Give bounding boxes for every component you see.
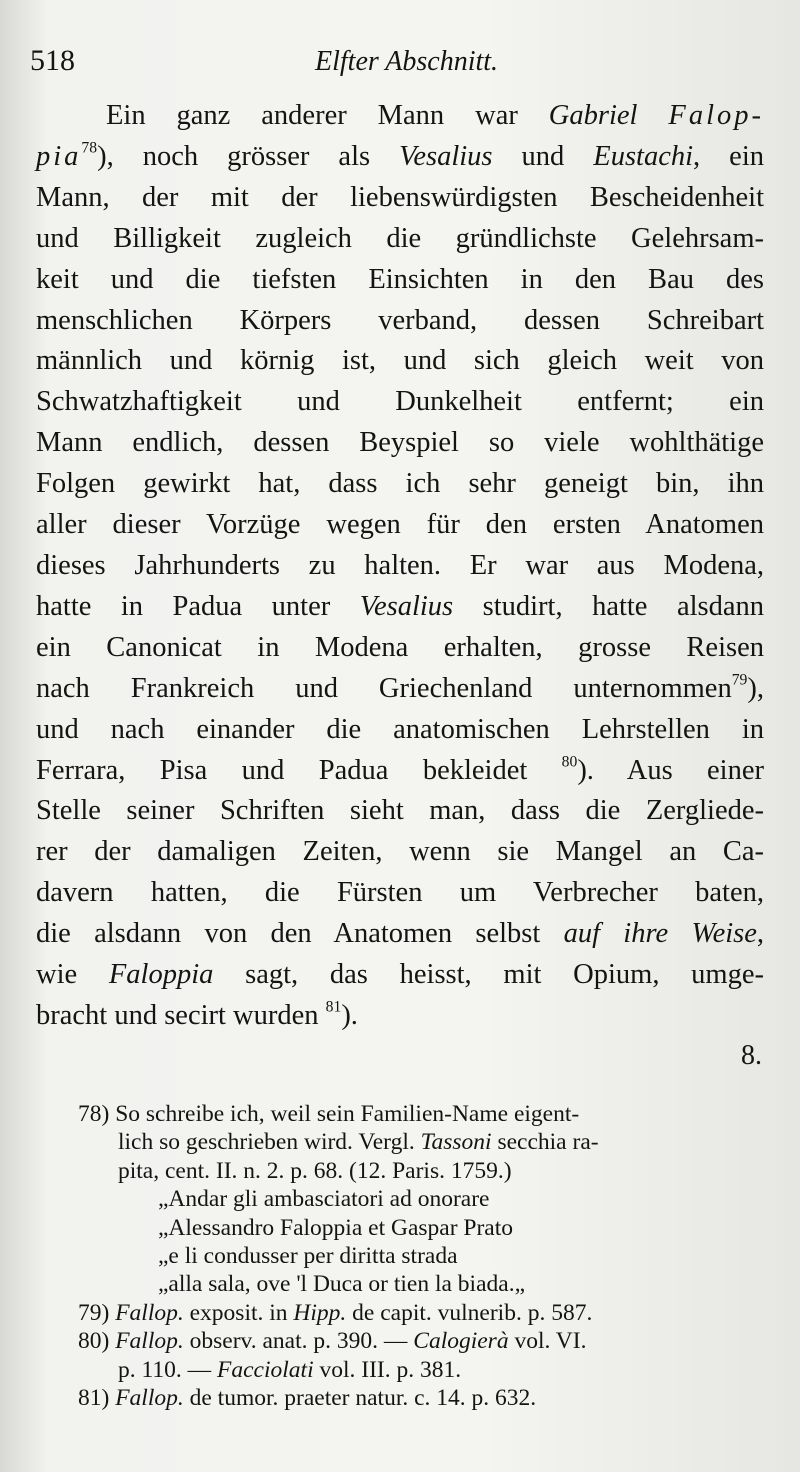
footnote-line bbox=[78, 1356, 766, 1384]
text-line: rer der damaligen Zeiten, wenn sie Mangel an Ca- bbox=[36, 836, 764, 868]
verse-line: „alla sala, ove 'l Duca or tien la biada.„ bbox=[158, 1271, 526, 1298]
text-line: und Billigkeit zugleich die gründlichste Gelehrsam- bbox=[36, 222, 764, 254]
text-line bbox=[36, 955, 764, 996]
author-name: Hipp. bbox=[293, 1299, 347, 1326]
footnote-number: 81) bbox=[78, 1385, 116, 1412]
catchword: 8. bbox=[741, 1040, 762, 1071]
text-line: keit und die tiefsten Einsichten in den Bau des bbox=[36, 263, 764, 295]
author-name: Tassoni bbox=[420, 1129, 492, 1156]
text-run: Ein ganz anderer Mann war bbox=[106, 100, 549, 131]
author-name: Fallop. bbox=[115, 1299, 184, 1326]
text-run: ), bbox=[747, 672, 764, 704]
footnote-line bbox=[78, 1128, 766, 1156]
person-name: Falop- bbox=[668, 100, 764, 131]
text-line: Mann endlich, dessen Beyspiel so viele wohlthätige bbox=[36, 427, 764, 459]
footnote-number: 79) bbox=[78, 1299, 116, 1326]
text-line: Stelle seiner Schriften sieht man, dass die Zergliede- bbox=[36, 795, 764, 827]
person-name: pia bbox=[36, 140, 82, 172]
author-name: Calogierà bbox=[413, 1328, 509, 1355]
text-run: secchia ra- bbox=[491, 1129, 599, 1156]
text-line: dieses Jahrhunderts zu halten. Er war aus Modena, bbox=[36, 549, 764, 581]
footnote-ref[interactable]: 78 bbox=[81, 139, 98, 157]
emphasis: auf ihre Weise bbox=[563, 918, 757, 950]
text-run: und bbox=[492, 140, 594, 172]
text-line: aller dieser Vorzüge wegen für den ersten Anatomen bbox=[36, 509, 764, 541]
verse-line: „Andar gli ambasciatori ad onorare bbox=[158, 1186, 490, 1213]
verse-line: „Alessandro Faloppia et Gaspar Prato bbox=[158, 1214, 514, 1241]
text-run: de capit. vulnerib. p. 587. bbox=[346, 1299, 593, 1326]
footnote-number: 80) bbox=[78, 1328, 116, 1355]
person-name: Gabriel bbox=[548, 100, 669, 131]
author-name: Fallop. bbox=[115, 1328, 184, 1355]
text-run: de tumor. praeter natur. c. 14. p. 632. bbox=[183, 1385, 537, 1412]
page-number: 518 bbox=[30, 44, 75, 77]
text-line bbox=[36, 669, 764, 710]
author-name: Fallop. bbox=[115, 1385, 184, 1412]
person-name: Vesalius bbox=[399, 140, 493, 172]
text-run: hatte in Padua unter bbox=[36, 590, 360, 622]
author-name: Facciolati bbox=[217, 1356, 314, 1383]
person-name: Faloppia bbox=[108, 959, 214, 991]
person-name: Eustachi bbox=[593, 140, 694, 172]
text-line bbox=[36, 137, 764, 178]
text-run: Ferrara, Pisa und Padua bekleidet bbox=[36, 754, 562, 786]
text-line: ein Canonicat in Modena erhalten, grosse Reisen bbox=[36, 631, 764, 663]
footnote-ref[interactable]: 79 bbox=[731, 671, 748, 689]
text-run: die alsdann von den Anatomen selbst bbox=[36, 918, 564, 950]
text-run: lich so geschrieben wird. Vergl. bbox=[118, 1129, 421, 1156]
footnote-80 bbox=[78, 1327, 766, 1355]
section-title: Elfter Abschnitt. bbox=[315, 46, 499, 77]
footnote-ref[interactable]: 80 bbox=[561, 752, 578, 770]
text-line bbox=[36, 996, 764, 1037]
footnote-78: 78) So schreibe ich, weil sein Familien-Name eigent- bbox=[78, 1101, 580, 1127]
text-run: ). Aus einer bbox=[577, 754, 764, 786]
text-line: Folgen gewirkt hat, dass ich sehr geneigt bin, ihn bbox=[36, 468, 764, 500]
verse-line: „e li condusser per diritta strada bbox=[158, 1243, 458, 1270]
text-line bbox=[36, 96, 764, 137]
text-line bbox=[36, 587, 764, 628]
footnote-line: pita, cent. II. n. 2. p. 68. (12. Paris. 1759.) bbox=[118, 1157, 512, 1184]
person-name: Vesalius bbox=[359, 590, 454, 622]
text-line: und nach einander die anatomischen Lehrstellen in bbox=[36, 713, 764, 745]
text-run: vol. VI. bbox=[508, 1328, 587, 1355]
text-run: sagt, das heisst, mit Opium, umge- bbox=[213, 959, 764, 991]
text-line: Mann, der mit der liebenswürdigsten Bescheidenheit bbox=[36, 181, 764, 213]
text-run: , bbox=[756, 918, 765, 950]
text-run: , ein bbox=[693, 140, 764, 172]
running-header bbox=[30, 44, 770, 84]
text-run: bracht und secirt wurden bbox=[36, 999, 326, 1031]
text-line: menschlichen Körpers verband, dessen Schreibart bbox=[36, 304, 764, 336]
main-paragraph bbox=[36, 96, 764, 1037]
text-run: vol. III. p. 381. bbox=[313, 1356, 462, 1383]
footnote-79 bbox=[78, 1299, 766, 1327]
footnotes bbox=[78, 1100, 766, 1412]
text-line bbox=[36, 914, 764, 955]
text-line: männlich und körnig ist, und sich gleich weit von bbox=[36, 345, 764, 377]
text-run: ). bbox=[341, 999, 358, 1031]
text-run: nach Frankreich und Griechenland unternommen bbox=[36, 672, 732, 704]
text-run: studirt, hatte alsdann bbox=[453, 590, 765, 622]
text-line: davern hatten, die Fürsten um Verbrecher baten, bbox=[36, 877, 764, 909]
text-run: ), noch grösser als bbox=[97, 140, 400, 172]
text-run: exposit. in bbox=[183, 1299, 294, 1326]
text-line bbox=[36, 751, 764, 792]
footnote-ref[interactable]: 81 bbox=[325, 998, 342, 1016]
footnote-81 bbox=[78, 1384, 766, 1412]
text-run: p. 110. — bbox=[118, 1356, 218, 1383]
text-run: wie bbox=[36, 959, 109, 991]
text-line: Schwatzhaftigkeit und Dunkelheit entfernt; ein bbox=[36, 386, 764, 418]
text-run: observ. anat. p. 390. — bbox=[183, 1328, 414, 1355]
